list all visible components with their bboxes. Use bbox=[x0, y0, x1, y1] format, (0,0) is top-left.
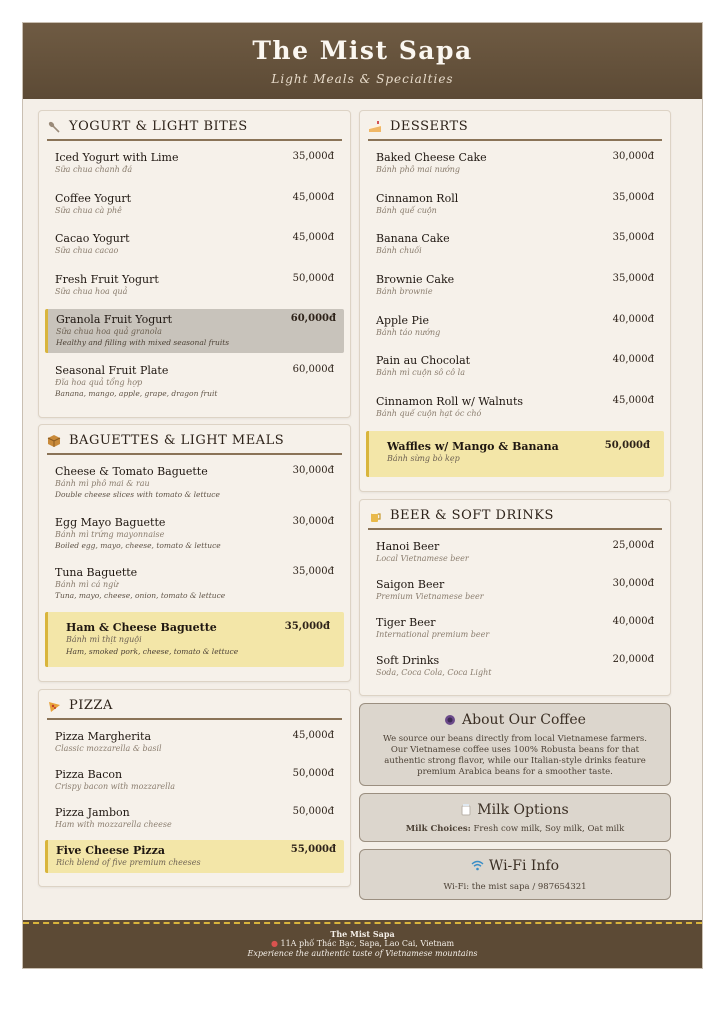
menu-item bbox=[39, 151, 350, 179]
item-name: Ham & Cheese Baguette bbox=[66, 621, 217, 634]
menu-item bbox=[360, 540, 670, 566]
item-description: Boiled egg, mayo, cheese, tomato & lettuce bbox=[55, 541, 221, 550]
yogurt-section-header bbox=[47, 119, 342, 141]
milk-options-text bbox=[374, 824, 656, 835]
menu-item bbox=[39, 273, 350, 301]
item-description: Tuna, mayo, cheese, onion, tomato & lettuce bbox=[55, 591, 226, 600]
item-price: 30,000đ bbox=[292, 465, 334, 476]
item-name: Cinnamon Roll bbox=[376, 192, 459, 205]
item-price: 35,000đ bbox=[284, 621, 330, 632]
item-name: Waffles w/ Mango & Banana bbox=[387, 440, 559, 453]
milk-options-box bbox=[359, 793, 671, 842]
milk-choices-label: Milk Choices: bbox=[405, 824, 471, 834]
item-price: 20,000đ bbox=[612, 654, 654, 665]
item-subtitle: Bánh chuối bbox=[376, 246, 422, 255]
pizza-section-header bbox=[47, 698, 342, 720]
desserts-section bbox=[359, 110, 671, 492]
item-subtitle: Bánh mì cá ngừ bbox=[55, 580, 119, 589]
drinks-section bbox=[359, 499, 671, 696]
item-name: Brownie Cake bbox=[376, 273, 455, 286]
item-name: Five Cheese Pizza bbox=[56, 844, 166, 857]
item-price: 30,000đ bbox=[612, 151, 654, 162]
item-description: Ham, smoked pork, cheese, tomato & lettuce bbox=[66, 647, 239, 656]
item-price: 50,000đ bbox=[292, 768, 334, 779]
drinks-section-title: BEER & SOFT DRINKS bbox=[390, 508, 554, 523]
wifi-info-title: Wi-Fi Info bbox=[488, 858, 560, 874]
menu-item bbox=[360, 151, 670, 179]
item-name: Cinnamon Roll w/ Walnuts bbox=[376, 395, 524, 408]
item-name: Pizza Margherita bbox=[55, 730, 152, 743]
footer-divider bbox=[23, 922, 702, 924]
item-subtitle: Sữa chua cà phê bbox=[55, 206, 122, 215]
item-price: 50,000đ bbox=[604, 440, 650, 451]
desserts-section-title: DESSERTS bbox=[390, 119, 469, 134]
featured-menu-item bbox=[45, 840, 344, 873]
item-price: 30,000đ bbox=[292, 516, 334, 527]
restaurant-title: The Mist Sapa bbox=[252, 36, 473, 65]
item-price: 35,000đ bbox=[612, 232, 654, 243]
menu-item bbox=[39, 364, 350, 402]
item-name: Soft Drinks bbox=[376, 654, 440, 667]
yogurt-section bbox=[38, 110, 351, 418]
coffee-bean-icon bbox=[444, 714, 456, 730]
menu-item bbox=[39, 730, 350, 756]
menu-item bbox=[39, 768, 350, 794]
spoon-icon bbox=[47, 120, 61, 134]
item-subtitle: Bánh táo nướng bbox=[376, 328, 441, 337]
item-subtitle: Bánh quế cuộn bbox=[376, 206, 437, 215]
menu-item bbox=[39, 192, 350, 220]
menu-item bbox=[39, 516, 350, 554]
item-price: 60,000đ bbox=[290, 313, 336, 324]
featured-menu-item bbox=[366, 431, 664, 477]
menu-item bbox=[360, 232, 670, 260]
item-price: 35,000đ bbox=[292, 566, 334, 577]
item-name: Seasonal Fruit Plate bbox=[55, 364, 169, 377]
item-name: Cheese & Tomato Baguette bbox=[55, 465, 208, 478]
menu-item bbox=[360, 616, 670, 642]
item-name: Baked Cheese Cake bbox=[376, 151, 487, 164]
item-subtitle: Sữa chua hoa quả bbox=[55, 287, 128, 296]
item-name: Tuna Baguette bbox=[55, 566, 138, 579]
featured-menu-item bbox=[45, 309, 344, 353]
item-description: Healthy and filling with mixed seasonal fruits bbox=[56, 338, 230, 347]
item-price: 50,000đ bbox=[292, 806, 334, 817]
item-name: Banana Cake bbox=[376, 232, 450, 245]
menu-item bbox=[39, 806, 350, 832]
item-subtitle: Bánh quế cuộn hạt óc chó bbox=[376, 409, 482, 418]
menu-item bbox=[360, 354, 670, 382]
baguettes-section-header bbox=[47, 433, 342, 455]
about-coffee-box bbox=[359, 703, 671, 786]
item-subtitle: Premium Vietnamese beer bbox=[376, 592, 484, 601]
milk-options-heading bbox=[360, 802, 670, 820]
item-subtitle: Classic mozzarella & basil bbox=[55, 744, 162, 753]
item-name: Hanoi Beer bbox=[376, 540, 440, 553]
menu-item bbox=[360, 192, 670, 220]
item-name: Pain au Chocolat bbox=[376, 354, 471, 367]
item-name: Coffee Yogurt bbox=[55, 192, 132, 205]
menu-item bbox=[360, 654, 670, 680]
yogurt-section-title: YOGURT & LIGHT BITES bbox=[69, 119, 248, 134]
item-subtitle: Ham with mozzarella cheese bbox=[55, 820, 172, 829]
item-price: 50,000đ bbox=[292, 273, 334, 284]
item-price: 45,000đ bbox=[292, 232, 334, 243]
restaurant-subtitle: Light Meals & Specialties bbox=[271, 72, 454, 86]
baguettes-section-title: BAGUETTES & LIGHT MEALS bbox=[69, 433, 285, 448]
baguettes-section bbox=[38, 424, 351, 682]
milk-choices-value: Fresh cow milk, Soy milk, Oat milk bbox=[473, 824, 625, 834]
item-name: Pizza Jambon bbox=[55, 806, 130, 819]
milk-options-title: Milk Options bbox=[477, 802, 569, 818]
menu-footer bbox=[23, 920, 702, 968]
item-subtitle: Bánh mì trứng mayonnaise bbox=[55, 530, 165, 539]
item-price: 45,000đ bbox=[292, 730, 334, 741]
featured-menu-item bbox=[45, 612, 344, 667]
menu-header bbox=[23, 23, 702, 99]
menu-item bbox=[39, 232, 350, 260]
wifi-info-text: Wi-Fi: the mist sapa / 987654321 bbox=[443, 882, 587, 892]
about-coffee-heading bbox=[360, 712, 670, 730]
item-subtitle: Đĩa hoa quả tổng hợp bbox=[55, 378, 143, 387]
item-name: Tiger Beer bbox=[376, 616, 436, 629]
item-subtitle: Bánh mì thịt nguội bbox=[66, 635, 142, 644]
item-name: Pizza Bacon bbox=[55, 768, 123, 781]
pizza-icon bbox=[47, 699, 61, 713]
menu-item bbox=[39, 465, 350, 503]
item-price: 30,000đ bbox=[612, 578, 654, 589]
item-subtitle: Rich blend of five premium cheeses bbox=[56, 858, 201, 867]
item-price: 40,000đ bbox=[612, 314, 654, 325]
footer-tagline: Experience the authentic taste of Vietnamese mountains bbox=[247, 949, 478, 958]
item-price: 25,000đ bbox=[612, 540, 654, 551]
item-subtitle: Bánh phô mai nướng bbox=[376, 165, 460, 174]
milk-icon bbox=[461, 803, 471, 820]
item-price: 60,000đ bbox=[292, 364, 334, 375]
beer-icon bbox=[368, 509, 382, 523]
about-coffee-text: We source our beans directly from local Vietnamese farmers. Our Vietnamese coffee uses 100% Robusta beans for that authentic strong flavor, while our Italian-style drinks feature premium Arabica beans for a smoother taste. bbox=[383, 734, 647, 777]
pizza-section bbox=[38, 689, 351, 887]
wifi-icon bbox=[471, 859, 484, 875]
item-subtitle: Local Vietnamese beer bbox=[376, 554, 469, 563]
item-subtitle: Soda, Coca Cola, Coca Light bbox=[376, 668, 492, 677]
item-subtitle: Crispy bacon with mozzarella bbox=[55, 782, 176, 791]
item-description: Banana, mango, apple, grape, dragon fruit bbox=[55, 389, 218, 398]
item-name: Fresh Fruit Yogurt bbox=[55, 273, 159, 286]
item-name: Granola Fruit Yogurt bbox=[56, 313, 173, 326]
item-price: 45,000đ bbox=[612, 395, 654, 406]
item-name: Saigon Beer bbox=[376, 578, 445, 591]
menu-sheet bbox=[22, 22, 703, 969]
item-price: 35,000đ bbox=[612, 273, 654, 284]
item-subtitle: Sữa chua cacao bbox=[55, 246, 119, 255]
menu-item bbox=[360, 395, 670, 423]
menu-item bbox=[39, 566, 350, 604]
item-subtitle: Sữa chua chanh đá bbox=[55, 165, 133, 174]
menu-item bbox=[360, 578, 670, 604]
item-name: Egg Mayo Baguette bbox=[55, 516, 166, 529]
item-name: Cacao Yogurt bbox=[55, 232, 130, 245]
item-subtitle: Bánh mì cuộn sô cô la bbox=[376, 368, 465, 377]
footer-address-text: 11A phố Thác Bạc, Sapa, Lao Cai, Vietnam bbox=[280, 939, 455, 948]
about-coffee-title: About Our Coffee bbox=[462, 712, 586, 728]
cake-icon bbox=[368, 120, 382, 134]
item-price: 40,000đ bbox=[612, 354, 654, 365]
drinks-section-header bbox=[368, 508, 662, 530]
item-price: 35,000đ bbox=[612, 192, 654, 203]
wifi-info-heading bbox=[360, 858, 670, 875]
location-pin-icon: ● bbox=[270, 939, 278, 948]
footer-restaurant-name: The Mist Sapa bbox=[330, 929, 395, 939]
item-description: Double cheese slices with tomato & lettuce bbox=[55, 490, 220, 499]
menu-item bbox=[360, 314, 670, 342]
footer-address bbox=[23, 939, 702, 948]
item-price: 55,000đ bbox=[290, 844, 336, 855]
item-subtitle: Bánh brownie bbox=[376, 287, 433, 296]
item-price: 40,000đ bbox=[612, 616, 654, 627]
menu-item bbox=[360, 273, 670, 301]
pizza-section-title: PIZZA bbox=[69, 698, 113, 713]
box-icon bbox=[47, 434, 61, 448]
item-subtitle: Sữa chua hoa quả granola bbox=[56, 327, 162, 336]
item-price: 35,000đ bbox=[292, 151, 334, 162]
desserts-section-header bbox=[368, 119, 662, 141]
item-subtitle: Bánh sừng bò kẹp bbox=[387, 454, 460, 463]
item-price: 45,000đ bbox=[292, 192, 334, 203]
item-name: Apple Pie bbox=[376, 314, 429, 327]
item-subtitle: International premium beer bbox=[376, 630, 490, 639]
wifi-info-box bbox=[359, 849, 671, 900]
item-subtitle: Bánh mì phô mai & rau bbox=[55, 479, 150, 488]
item-name: Iced Yogurt with Lime bbox=[55, 151, 179, 164]
